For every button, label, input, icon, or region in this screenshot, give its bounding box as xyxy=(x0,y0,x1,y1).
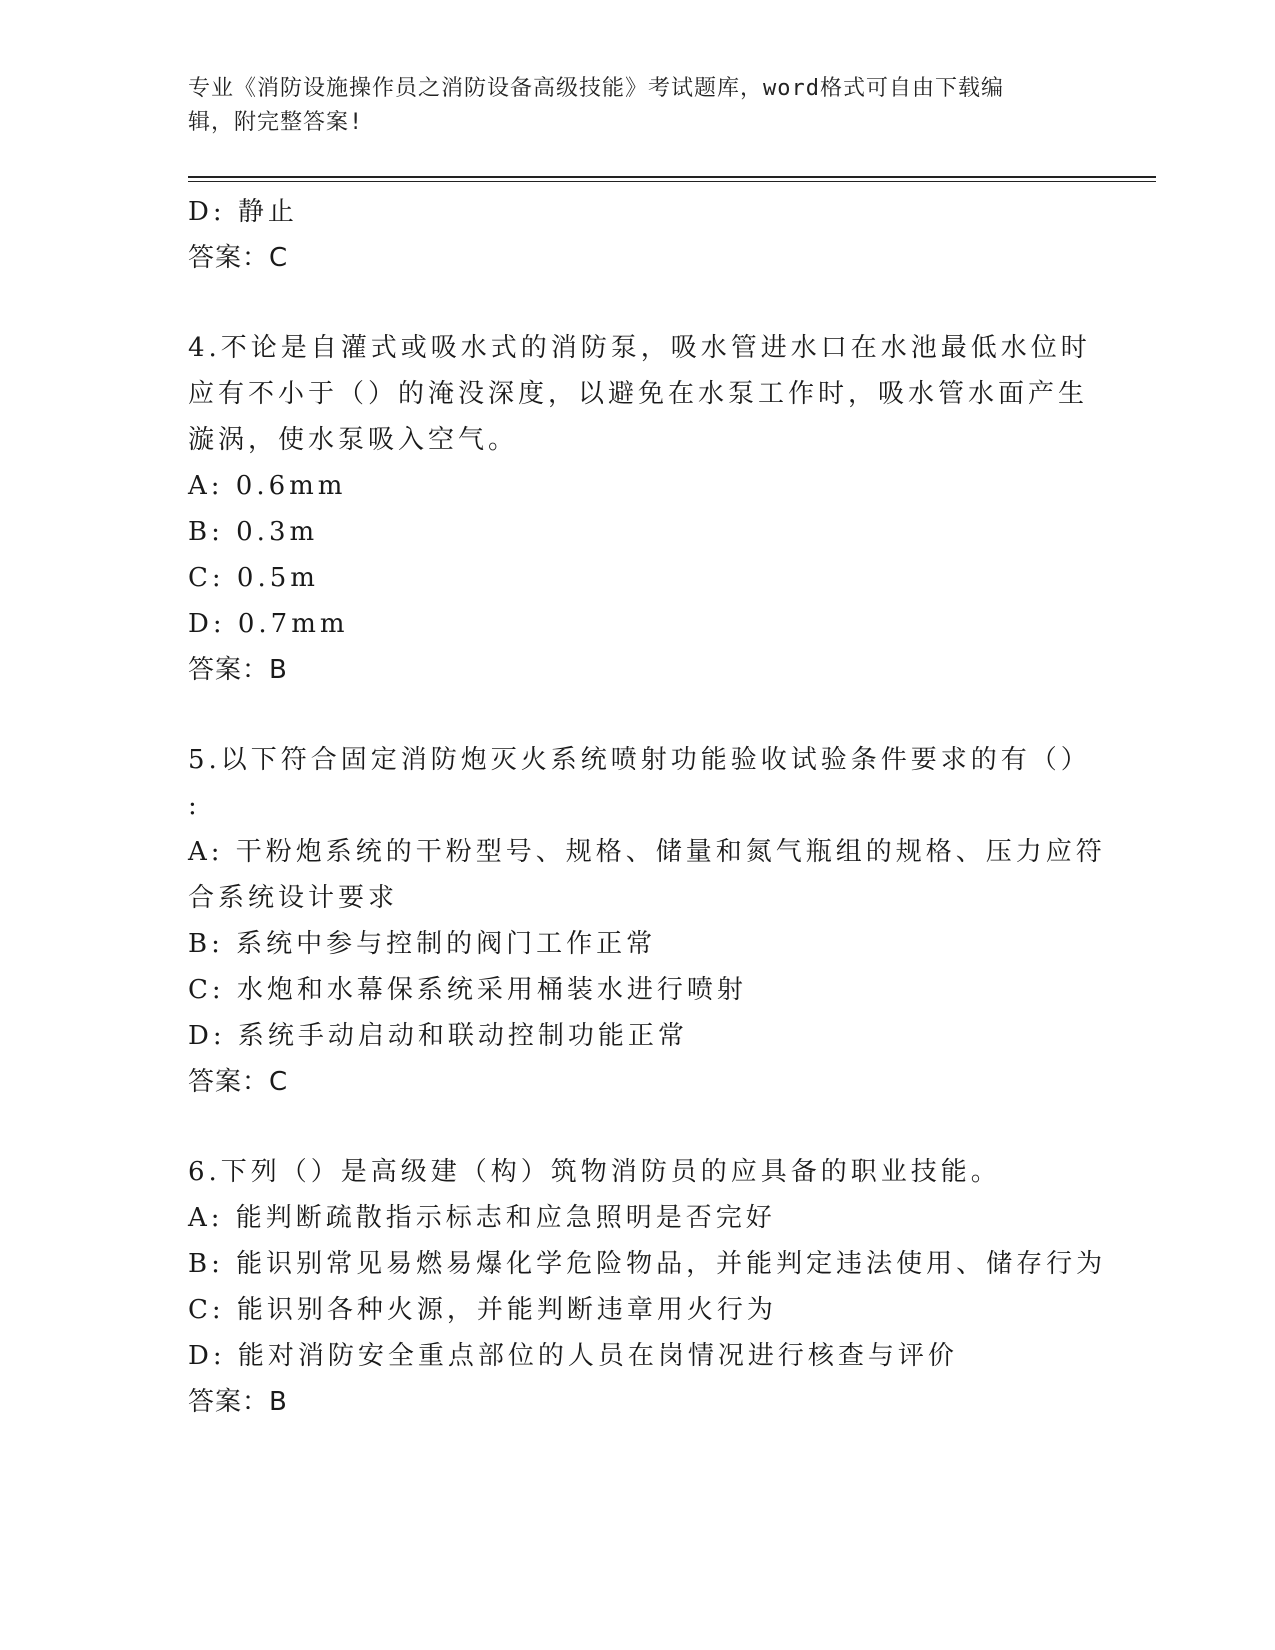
document-header xyxy=(188,72,1068,140)
option-d: D: 能对消防安全重点部位的人员在岗情况进行核查与评价 xyxy=(188,1341,958,1371)
question-stem: 漩涡，使水泵吸入空气。 xyxy=(188,425,519,455)
question-4 xyxy=(188,325,1091,693)
spacer xyxy=(188,693,1088,737)
question-stem: 4.不论是自灌式或吸水式的消防泵，吸水管进水口在水池最低水位时 xyxy=(188,333,1091,363)
question-stem: 5.以下符合固定消防炮灭火系统喷射功能验收试验条件要求的有（） xyxy=(188,745,1091,775)
question-stem: 6.下列（）是高级建（构）筑物消防员的应具备的职业技能。 xyxy=(188,1157,1001,1187)
option-c: C: 能识别各种火源，并能判断违章用火行为 xyxy=(188,1295,777,1325)
question-stem: : xyxy=(188,791,201,821)
option-b: B: 0.3m xyxy=(188,517,319,547)
header-line-1: 专业《消防设施操作员之消防设备高级技能》考试题库，word格式可自由下载编 xyxy=(188,76,1004,101)
header-line-2: 辑，附完整答案! xyxy=(188,110,364,135)
answer: 答案：B xyxy=(188,655,288,685)
spacer xyxy=(188,1105,1088,1149)
question-stem: 应有不小于（）的淹没深度，以避免在水泵工作时，吸水管水面产生 xyxy=(188,379,1089,409)
option-a: A: 干粉炮系统的干粉型号、规格、储量和氮气瓶组的规格、压力应符 xyxy=(188,837,1106,867)
question-3-tail xyxy=(188,189,1088,281)
option-a-continued: 合系统设计要求 xyxy=(188,883,399,913)
option-c: C: 水炮和水幕保系统采用桶装水进行喷射 xyxy=(188,975,747,1005)
spacer xyxy=(188,281,1088,325)
answer: 答案：C xyxy=(188,1067,289,1097)
header-divider-thin xyxy=(188,181,1156,182)
option-b: B: 系统中参与控制的阀门工作正常 xyxy=(188,929,657,959)
option-b: B: 能识别常见易燃易爆化学危险物品，并能判定违法使用、储存行为 xyxy=(188,1249,1107,1279)
option-d: D: 静止 xyxy=(188,197,298,227)
question-list xyxy=(188,189,1107,1425)
option-a: A: 能判断疏散指示标志和应急照明是否完好 xyxy=(188,1203,776,1233)
answer: 答案：C xyxy=(188,243,289,273)
question-6 xyxy=(188,1149,1107,1425)
option-c: C: 0.5m xyxy=(188,563,319,593)
answer: 答案：B xyxy=(188,1387,288,1417)
option-a: A: 0.6mm xyxy=(188,471,347,501)
header-divider-thick xyxy=(188,176,1156,178)
option-d: D: 0.7mm xyxy=(188,609,349,639)
option-d: D: 系统手动启动和联动控制功能正常 xyxy=(188,1021,688,1051)
question-5 xyxy=(188,737,1106,1105)
